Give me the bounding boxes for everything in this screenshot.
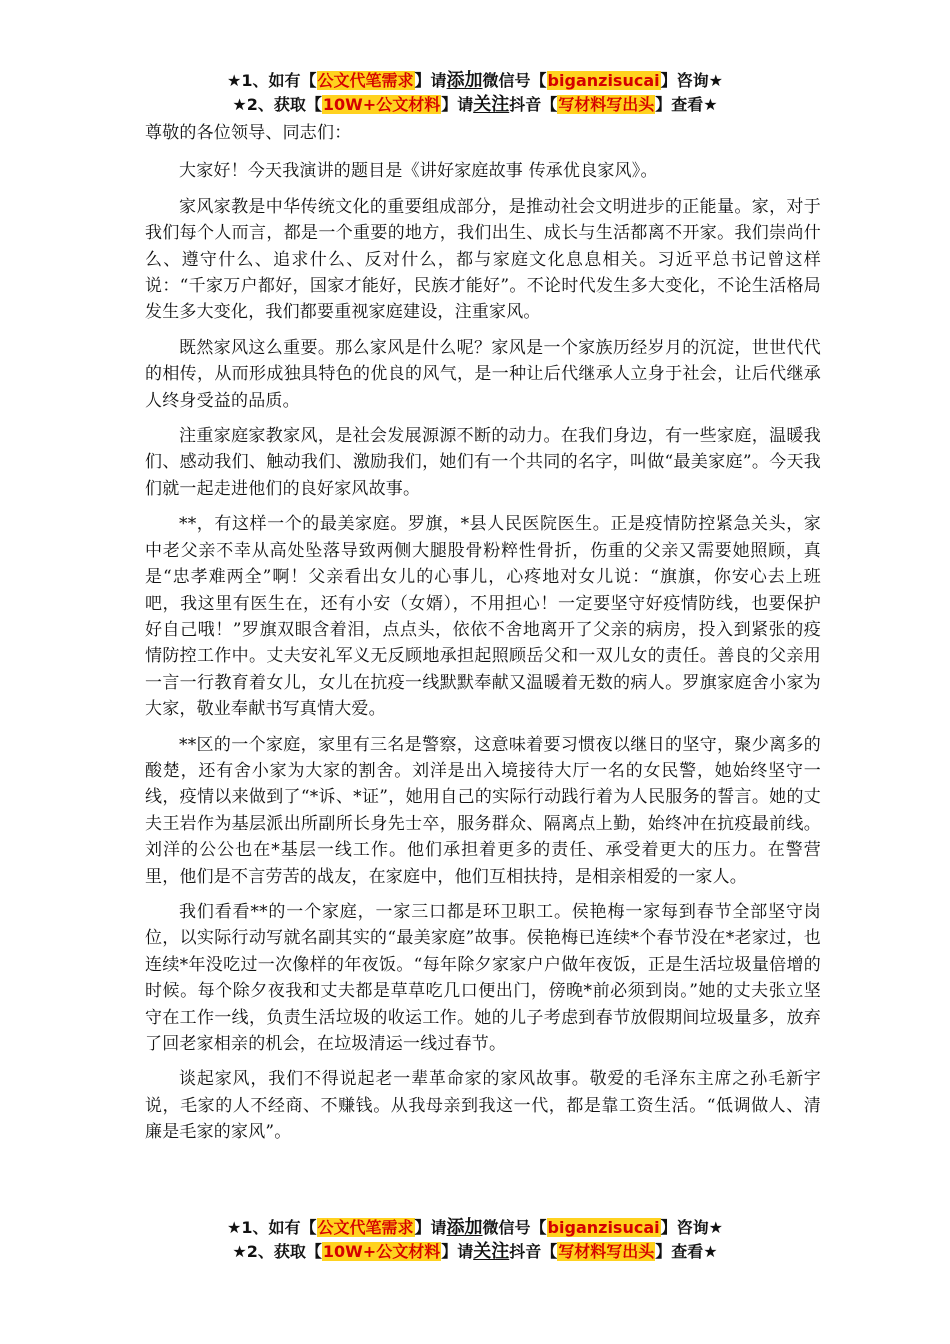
banner-text: 】请 [441, 1242, 474, 1261]
emphasis-follow: 关注 [473, 94, 510, 115]
paragraph: 既然家风这么重要。那么家风是什么呢？家风是一个家族历经岁月的沉淀，世世代代的相传，从而形成独具特色的优良的风气，是一种让后代继承人立身于社会，让后代继承人终身受益的品质。 [145, 337, 821, 411]
banner-line-1 [0, 1217, 950, 1241]
banner-text: ★2、获取【 [232, 95, 322, 114]
header-banner [0, 70, 950, 118]
highlight-service: 公文代笔需求 [317, 1218, 414, 1237]
banner-line-2 [0, 1241, 950, 1265]
highlight-service: 公文代笔需求 [317, 71, 414, 90]
paragraph: 家风家教是中华传统文化的重要组成部分，是推动社会文明进步的正能量。家，对于我们每个人而言，都是一个重要的地方，我们出生、成长与生活都离不开家。我们崇尚什么、遵守什么、追求什么、反对什么，都与家庭文化息息相关。习近平总书记曾这样说：“千家万户都好，国家才能好，民族才能好”。不论时代发生多大变化，不论生活格局发生多大变化，我们都要重视家庭建设，注重家风。 [145, 196, 821, 323]
paragraph: 注重家庭家教家风，是社会发展源源不断的动力。在我们身边，有一些家庭，温暖我们、感动我们、触动我们、激励我们，她们有一个共同的名字，叫做“最美家庭”。今天我们就一起走进他们的良好家风故事。 [145, 426, 821, 499]
emphasis-add: 添加 [446, 1217, 483, 1238]
paragraph: **，有这样一个的最美家庭。罗旗，*县人民医院医生。正是疫情防控紧急关头，家中老父亲不幸从高处坠落导致两侧大腿股骨粉粹性骨折，伤重的父亲又需要她照顾，真是“忠孝难两全”啊！父亲看出女儿的心事儿，心疼地对女儿说：“旗旗，你安心去上班吧，我这里有医生在，还有小安（女婿），不用担心！一定要坚守好疫情防线，也要保护好自己哦！”罗旗双眼含着泪，点点头，依依不舍地离开了父亲的病房，投入到紧张的疫情防控工作中。丈夫安礼军义无反顾地承担起照顾岳父和一双儿女的责任。善良的父亲用一言一行教育着女儿，女儿在抗疫一线默默奉献又温暖着无数的病人。罗旗家庭舍小家为大家，敬业奉献书写真情大爱。 [145, 514, 821, 720]
banner-text: 微信号【 [482, 1218, 547, 1237]
emphasis-follow: 关注 [473, 1241, 510, 1262]
highlight-douyin-account: 写材料写出头 [558, 95, 655, 114]
banner-text: 】咨询★ [660, 71, 723, 90]
banner-text: ★2、获取【 [232, 1242, 322, 1261]
banner-text: 】咨询★ [660, 1218, 723, 1237]
salutation: 尊敬的各位领导、同志们： [145, 123, 352, 143]
banner-text: 】请 [414, 71, 447, 90]
banner-text: 】查看★ [655, 1242, 718, 1261]
banner-text: 抖音【 [509, 95, 558, 114]
paragraph: 谈起家风，我们不得说起老一辈革命家的家风故事。敬爱的毛泽东主席之孙毛新宇说，毛家的人不经商、不赚钱。从我母亲到我这一代，都是靠工资生活。“低调做人、清廉是毛家的家风”。 [145, 1069, 821, 1143]
highlight-douyin-account: 写材料写出头 [558, 1242, 655, 1261]
banner-text: 微信号【 [482, 71, 547, 90]
banner-text: ★1、如有【 [227, 1218, 317, 1237]
paragraph: 我们看看**的一个家庭，一家三口都是环卫职工。侯艳梅一家每到春节全部坚守岗位，以实际行动写就名副其实的“最美家庭”故事。侯艳梅已连续*个春节没在*老家过，也连续*年没吃过一次像样的年夜饭。“每年除夕家家户户做年夜饭，正是生活垃圾量倍增的时候。每个除夕夜我和丈夫都是草草吃几口便出门，傍晚*前必须到岗。”她的丈夫张立坚守在工作一线，负责生活垃圾的收运工作。她的儿子考虑到春节放假期间垃圾量多，放弃了回老家相亲的机会，在垃圾清运一线过春节。 [145, 901, 821, 1054]
emphasis-add: 添加 [446, 70, 483, 91]
paragraph: **区的一个家庭，家里有三名是警察，这意味着要习惯夜以继日的坚守，聚少离多的酸楚，还有舍小家为大家的割舍。刘洋是出入境接待大厅一名的女民警，她始终坚守一线，疫情以来做到了“*诉、*证”，她用自己的实际行动践行着为人民服务的誓言。她的丈夫王岩作为基层派出所副所长身先士卒，服务群众、隔离点上勤，始终冲在抗疫最前线。刘洋的公公也在*基层一线工作。他们承担着更多的责任、承受着更大的压力。在警营里，他们是不言劳苦的战友，在家庭中，他们互相扶持，是相亲相爱的一家人。 [145, 734, 821, 887]
paragraph: 大家好！今天我演讲的题目是《讲好家庭故事 传承优良家风》。 [179, 161, 658, 182]
banner-text: 】请 [414, 1218, 447, 1237]
banner-text: ★1、如有【 [227, 71, 317, 90]
banner-text: 】查看★ [655, 95, 718, 114]
banner-line-1 [0, 70, 950, 94]
highlight-materials: 10W+公文材料 [322, 95, 441, 114]
highlight-wechat-id: biganzisucai [547, 71, 660, 90]
document-body [145, 120, 821, 1155]
highlight-wechat-id: biganzisucai [547, 1218, 660, 1237]
banner-line-2 [0, 94, 950, 118]
banner-text: 】请 [441, 95, 474, 114]
banner-text: 抖音【 [509, 1242, 558, 1261]
footer-banner [0, 1217, 950, 1265]
highlight-materials: 10W+公文材料 [322, 1242, 441, 1261]
